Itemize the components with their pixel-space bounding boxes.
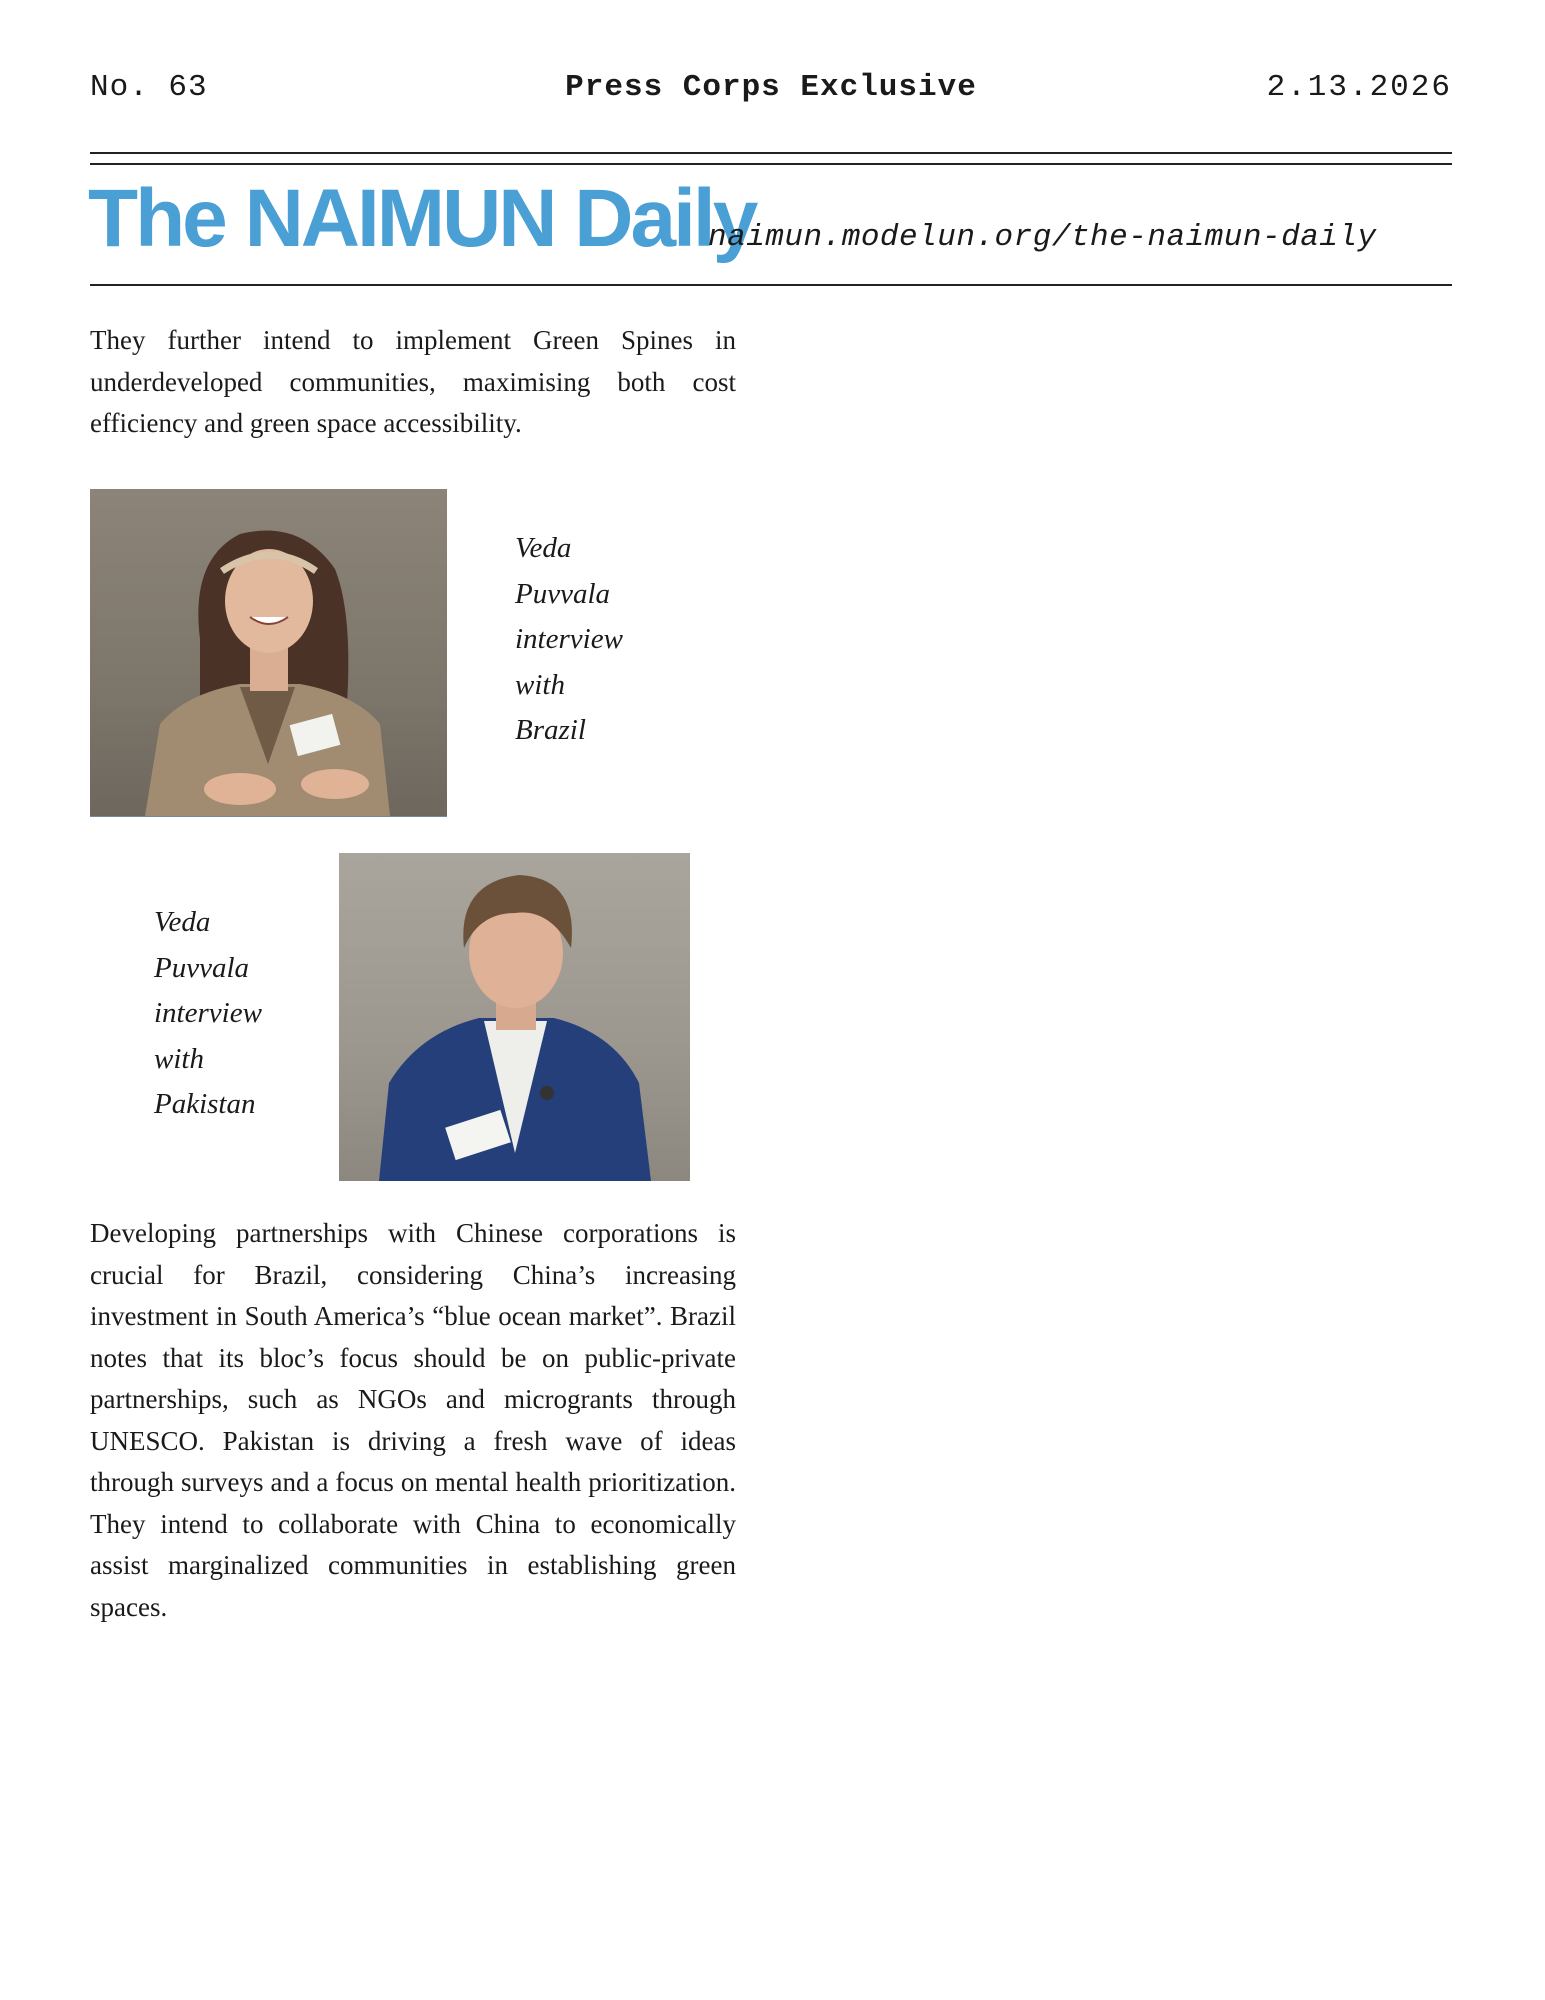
masthead-divider xyxy=(90,284,1452,286)
pakistan-delegate-illustration xyxy=(339,853,690,1181)
photo-pakistan-delegate xyxy=(339,853,690,1181)
article-paragraph-1: They further intend to implement Green Spines in underdeveloped communities, maximising both cost efficiency and green space accessibility. xyxy=(90,325,736,438)
masthead-url[interactable]: naimun.modelun.org/the-naimun-daily xyxy=(708,220,1377,255)
article-paragraph-2: Developing partnerships with Chinese corporations is crucial for Brazil, considering China’s increasing investment in South America’s “blue ocean market”. Brazil notes that its bloc’s focus should be on public-private partnerships, such as NGOs and microgrants through UNESCO. Pakistan is driving a fresh wave of ideas through surveys and a focus on mental health prioritization. They intend to collaborate with China to economically assist marginalized communities in establishing green spaces. xyxy=(90,1218,736,1622)
masthead-title: The NAIMUN Daily xyxy=(88,173,756,264)
issue-number: No. 63 xyxy=(90,70,208,105)
top-divider-1 xyxy=(90,152,1452,154)
section-title: Press Corps Exclusive xyxy=(565,70,977,105)
brazil-delegate-illustration xyxy=(90,489,447,816)
top-divider-2 xyxy=(90,163,1452,165)
caption-pakistan: Veda Puvvala interview with Pakistan xyxy=(154,906,262,1120)
photo-brazil-delegate xyxy=(90,489,447,817)
issue-date: 2.13.2026 xyxy=(1266,70,1452,105)
caption-brazil: Veda Puvvala interview with Brazil xyxy=(515,532,623,746)
issue-header-bar xyxy=(90,70,1452,110)
